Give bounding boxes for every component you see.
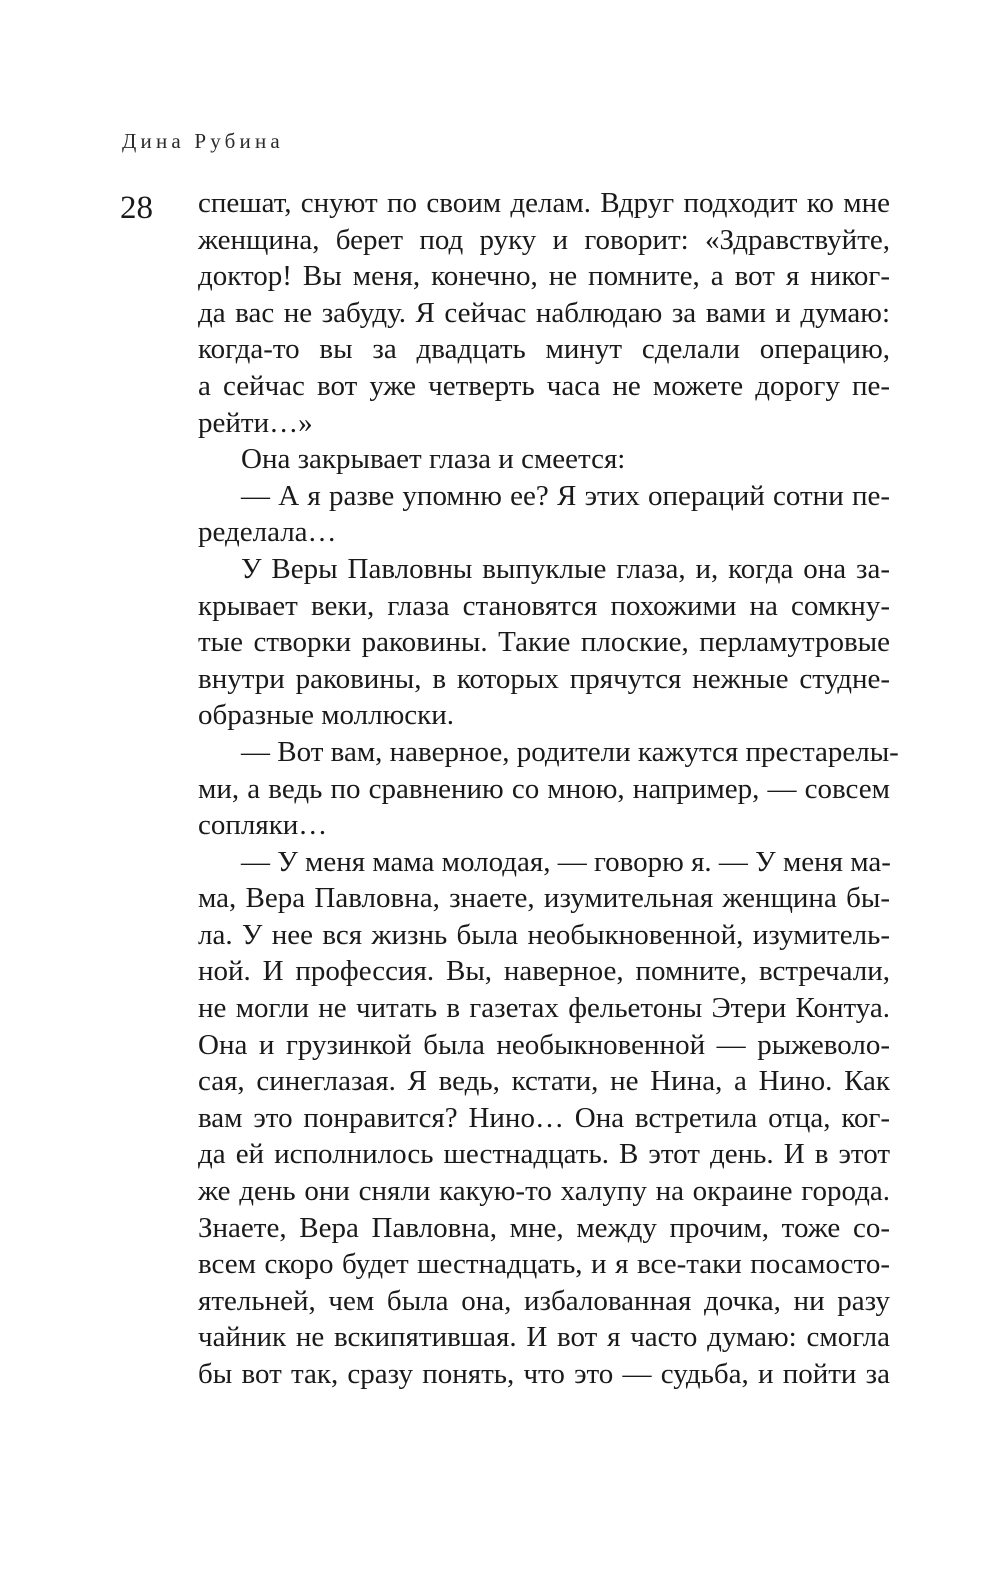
text-line: Знаете, Вера Павловна, мне, между прочим, тоже со- <box>198 1211 890 1244</box>
text-line: рейти…» <box>198 406 313 439</box>
text-line: вам это понравится? Нино… Она встретила отца, ког- <box>198 1101 890 1134</box>
text-line: — Вот вам, наверное, родители кажутся престарелы- <box>241 735 899 768</box>
text-line: — У меня мама молодая, — говорю я. — У меня ма- <box>241 845 891 878</box>
text-line: чайник не вскипятившая. И вот я часто думаю: смогла <box>198 1321 890 1354</box>
text-line: ла. У нее вся жизнь была необыкновенной, изумитель- <box>198 918 890 951</box>
page-number: 28 <box>120 190 153 226</box>
text-line: не могли не читать в газетах фельетоны Этери Контуа. <box>198 992 890 1025</box>
text-line: ми, а ведь по сравнению со мною, например, — совсем <box>198 772 890 805</box>
text-line: да ей исполнилось шестнадцать. В этот день. И в этот <box>198 1138 890 1171</box>
text-line: У Веры Павловны выпуклые глаза, и, когда она за- <box>241 552 890 585</box>
text-line: ятельней, чем была она, избалованная дочка, ни разу <box>198 1284 890 1317</box>
text-line: сопляки… <box>198 809 328 842</box>
text-line: всем скоро будет шестнадцать, и я все-таки посамосто- <box>198 1248 890 1281</box>
text-line: сая, синеглазая. Я ведь, кстати, не Нина, а Нино. Как <box>198 1065 890 1098</box>
text-line: когда-то вы за двадцать минут сделали операцию, <box>198 333 890 366</box>
text-line: ма, Вера Павловна, знаете, изумительная женщина бы- <box>198 882 890 915</box>
text-line: да вас не забуду. Я сейчас наблюдаю за вами и думаю: <box>198 296 890 329</box>
text-line: женщина, берет под руку и говорит: «Здравствуйте, <box>198 223 890 256</box>
text-line: же день они сняли какую-то халупу на окраине города. <box>198 1175 890 1208</box>
text-line: ределала… <box>198 516 337 549</box>
text-line: образные моллюски. <box>198 699 455 732</box>
text-line: а сейчас вот уже четверть часа не можете дорогу пе- <box>198 369 890 402</box>
text-line: доктор! Вы меня, конечно, не помните, а вот я никог- <box>198 260 890 293</box>
text-line: — А я разве упомню ее? Я этих операций сотни пе- <box>241 479 890 512</box>
body-text <box>198 185 899 1393</box>
text-line: Она и грузинкой была необыкновенной — рыжеволо- <box>198 1028 890 1061</box>
text-line: спешат, снуют по своим делам. Вдруг подходит ко мне <box>198 187 890 219</box>
text-line: ной. И профессия. Вы, наверное, помните, встречали, <box>198 955 890 988</box>
text-line: тые створки раковины. Такие плоские, перламутровые <box>198 626 890 659</box>
text-line: Она закрывает глаза и смеется: <box>241 443 626 476</box>
text-line: бы вот так, сразу понять, что это — судьба, и пойти за <box>198 1358 890 1390</box>
text-line: внутри раковины, в которых прячутся нежные студне- <box>198 662 890 695</box>
running-head-author: Дина Рубина <box>122 129 284 153</box>
text-line: крывает веки, глаза становятся похожими на сомкну- <box>198 589 890 622</box>
